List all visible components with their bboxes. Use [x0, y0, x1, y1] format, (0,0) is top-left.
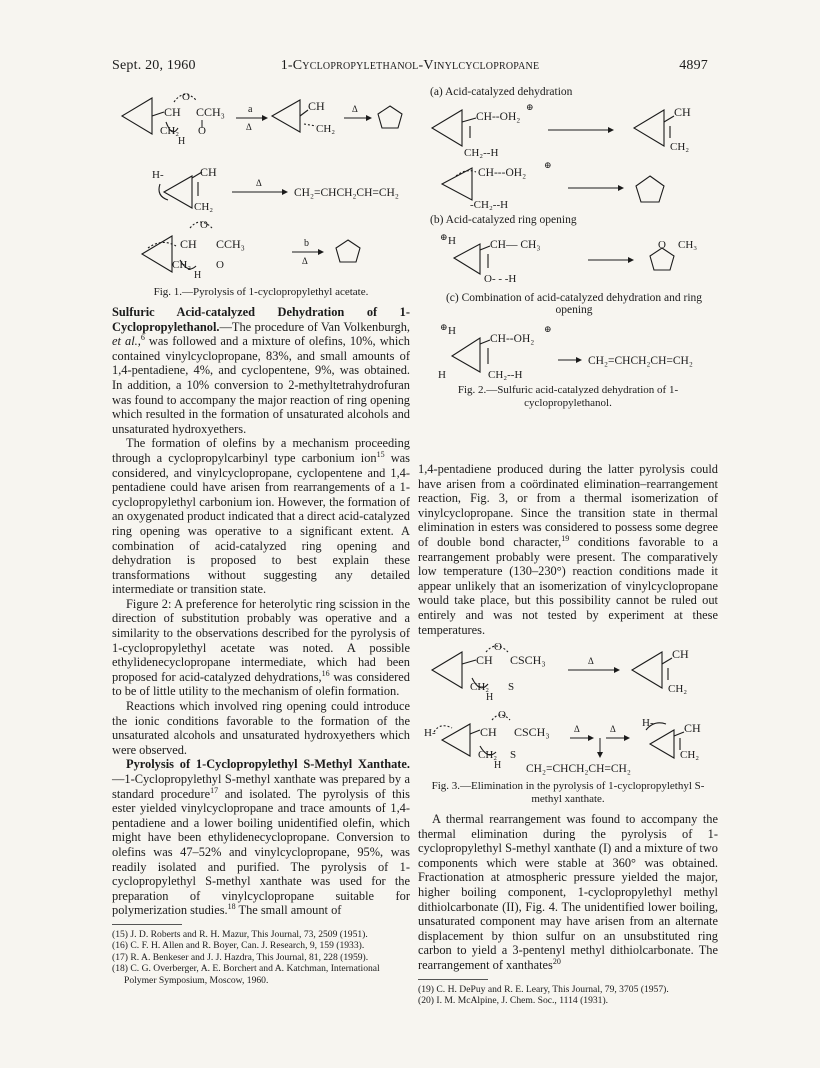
paragraph-ring-opening: Reactions which involved ring opening could introduce the ionic conditions favorable to the formation of the unsaturated alcohols and unsaturated hydroxyethers which were observed.: [112, 699, 410, 757]
fig1-ch: CH: [164, 105, 181, 119]
fig3-o: O: [494, 641, 502, 653]
fig3-row2-delta1: Δ: [574, 724, 580, 734]
fig2-c-plus2: ⊕: [544, 324, 552, 334]
fig2-a-ch2: CH₂: [670, 141, 690, 153]
page-number: 4897: [679, 58, 708, 73]
fig1-cyclopentene-2: [336, 240, 360, 262]
fig1-delta-a: Δ: [246, 122, 252, 132]
footnote-rule-right: [418, 979, 488, 980]
paragraph-pentadiene: 1,4-pentadiene produced during the latter pyrolysis could have arisen from a coördinated elimination–rearrangement reaction, Fig. 3, or from a thermal isomerization of vinylcyclopropane. Since the transition state in thermal elimination in esters was considered to possess some degree of double bond character,$^{19}$ conditions favorable to a rearrangement probably were present. The comparatively low temperature (130–230°) reaction conditions made it appear unlikely that an isomerization of vinylcyclopropane would take place, but this possibility cannot be ruled out entirely and was not tested by experiment at these temperatures.: [418, 462, 718, 637]
fig2-a-ch: CH: [674, 105, 691, 119]
fig1-o-bottom: O: [198, 125, 206, 137]
fig3-prod-ch2: CH₂: [668, 683, 688, 695]
footnote-18: (18) C. G. Overberger, A. E. Borchert and A. Katchman, International Polymer Symposium, Moscow, 1960.: [112, 963, 380, 986]
fig3-row2-delta2: Δ: [610, 724, 616, 734]
fig2-b-ch-ch3: CH— CH₃: [490, 239, 541, 251]
section-dehydration: Sulfuric Acid-catalyzed Dehydration of 1-Cyclopropylethanol.—The procedure of Van Volkenburgh, et al.,$^6$ was followed and a mixture of olefins, 10%, which contained vinylcyclopropane, 83%, and small amounts of 1,4-pentadiene, 4%, and cyclopentene, 9%, was obtained. In addition, a 10% conversion to 2-methyltetrahydrofuran was found to accompany the major reaction of ring opening which resulted in the formation of unsaturated alcohols and unsaturated hydroxyethers.: [112, 305, 411, 436]
fig1-row3-cch3: CCH₃: [216, 237, 245, 251]
fig3-row2-o: O: [498, 709, 506, 721]
fig3-row2-s: S: [510, 749, 517, 761]
fig1-row2-diene: CH₂=CHCH₂CH=CH₂: [294, 187, 399, 199]
fig1-delta-b: Δ: [302, 256, 308, 266]
fig2-c-h: H: [448, 325, 456, 337]
fig3-row2-h2: H-: [642, 717, 654, 729]
fig2-c-plus: ⊕: [440, 322, 448, 332]
fig2-c-h2: H: [438, 369, 446, 381]
paragraph-rearrangement: A thermal rearrangement was found to accompany the thermal elimination during the pyrolysis of 1-cyclopropylethyl S-methyl xanthate (I) and a mixture of two components which were stable at 360° was obtained. Fractionation at atmospheric pressure yielded the major, higher boiling component, 1-cyclopropylethyl methyl dithiolcarbonate (II), Fig. 4. The unidentified lower boiling, unsaturated component may have arisen from an alternate displacement by thion sulfur on an unsubstituted ring carbon to yield a 3-pentenyl methyl dithiolcarbonate. The rearrangement of xanthates$^{20}$: [418, 812, 718, 972]
fig3-row2-hb: H: [494, 760, 502, 771]
figure-1-scheme: [112, 88, 410, 288]
right-column-upper: [418, 462, 718, 637]
fig2-b-plus: ⊕: [440, 232, 448, 242]
fig2-b-h: H: [448, 235, 456, 247]
section-xanthate: Pyrolysis of 1-Cyclopropylethyl S-Methyl Xanthate.—1-Cyclopropylethyl S-methyl xanthate was prepared by a standard procedure$^{17}$ and isolated. The pyrolysis of this ester yielded vinylcyclopropane and trace amounts of 1,4-pentadiene and a lower boiling unidentified olefin, which might have been ethylidenecyclopropane. Conversion to olefins was 47–52% and vinylcyclopropane, 95%, was readily isolated and purified. The pyrolysis of 1-cyclopropylethyl S-methyl xanthate was used for the preparation of vinylcyclopropane suitable for polymerization studies.$^{18}$ The small amount of: [112, 757, 410, 918]
fig2-scheme-c: [418, 316, 718, 382]
fig3-row2-prod-ch2: CH₂: [680, 749, 700, 761]
figure-2-caption: Fig. 2.—Sulfuric acid-catalyzed dehydration of 1-cyclopropylethanol.: [457, 384, 679, 409]
section-heading-dehydration: Sulfuric Acid-catalyzed Dehydration of 1-Cyclopropylethanol.: [112, 305, 410, 334]
fig1-row3-ch2: CH₂: [172, 259, 192, 271]
paragraph-mechanism: The formation of olefins by a mechanism proceeding through a cyclopropylcarbinyl type carbonium ion$^{15}$ was considered, and vinylcyclopropane, cyclopentene and 1,4-pentadiene could have arisen from rearrangements of a 1-cyclopropylethyl carbonium ion. However, the formation of an oxygenated product indicated that a direct acid-catalyzed ring opening was operative to a significant extent. A combination of acid-catalyzed ring opening and dehydration is proposed to best explain these transformations without suggesting any detailed intermediate or transition state.: [112, 436, 411, 597]
figure-1-caption: Fig. 1.—Pyrolysis of 1-cyclopropylethyl acetate.: [153, 286, 369, 298]
fig1-row3-h: H: [194, 270, 202, 281]
footnote-19: (19) C. H. DePuy and R. E. Leary, This Journal, 79, 3705 (1957).: [418, 983, 669, 995]
footnote-17: (17) R. A. Benkeser and J. J. Hazdra, This Journal, 81, 228 (1959).: [112, 951, 369, 963]
fig2-a-ch2h: CH₂--H: [464, 147, 499, 159]
fig3-delta: Δ: [588, 656, 594, 666]
footnote-16: (16) C. F. H. Allen and R. Boyer, Can. J. Research, 9, 159 (1933).: [112, 940, 365, 952]
fig2-b-ch3: CH₃: [678, 239, 698, 251]
footnote-rule-left: [112, 924, 182, 925]
fig3-prod-ch: CH: [672, 647, 689, 661]
footnote-20: (20) I. M. McAlpine, J. Chem. Soc., 1114 (1931).: [418, 994, 609, 1006]
fig3-row2-prod-ch: CH: [684, 721, 701, 735]
fig3-row2-diene: CH₂=CHCH₂CH=CH₂: [526, 763, 631, 775]
fig3-csch3: CSCH₃: [510, 653, 546, 667]
fig1-cyclopentene: [378, 106, 402, 128]
fig1-row2-ch2: CH₂: [194, 201, 214, 213]
fig2-c-diene: CH₂=CHCH₂CH=CH₂: [588, 355, 693, 367]
figure-2: [418, 86, 718, 410]
fig2-c-ch2h: CH₂--H: [488, 369, 523, 381]
fig3-row2-h: H-: [424, 727, 436, 739]
fig2-label-b: (b) Acid-catalyzed ring opening: [430, 214, 577, 226]
fig1-delta-2: Δ: [352, 104, 358, 114]
fig1-label-b: b: [304, 238, 309, 249]
fig1-label-a: a: [248, 104, 253, 115]
fig3-ch: CH: [476, 653, 493, 667]
figure-1: [112, 88, 410, 299]
fig3-row2-ch: CH: [480, 725, 497, 739]
left-column: [112, 305, 410, 986]
fig1-int-ch2: CH₂: [316, 123, 336, 135]
section-heading-xanthate: Pyrolysis of 1-Cyclopropylethyl S-Methyl Xanthate.: [126, 757, 410, 772]
fig1-ch2: CH₂: [160, 125, 180, 137]
fig2-a-choh2: CH--OH₂: [476, 111, 521, 123]
fig2-a-ch-o-oh2: CH---OH₂: [478, 167, 527, 179]
fig3-h: H: [486, 692, 494, 703]
fig1-cch3: CCH₃: [196, 105, 225, 119]
fig2-scheme-b: [418, 226, 718, 286]
fig2-a-plus: ⊕: [526, 102, 534, 112]
fig1-row2-delta: Δ: [256, 178, 262, 188]
fig1-int-ch: CH: [308, 99, 325, 113]
footnote-15: (15) J. D. Roberts and R. H. Mazur, This Journal, 73, 2509 (1951).: [112, 928, 368, 940]
fig3-s: S: [508, 681, 515, 693]
paragraph-figure2: Figure 2: A preference for heterolytic ring scission in the direction of substitution probably was operative and a similarity to the observations described for the pyrolysis of 1-cyclopropylethyl acetate was noted. A possible ethylidenecyclopropane intermediate, which had been proposed for acid-catalyzed dehydrations,$^{16}$ was considered to be of little utility to the mechanism of olefin formation.: [112, 596, 410, 699]
running-header-date: Sept. 20, 1960: [112, 58, 196, 73]
fig1-h: H: [178, 136, 186, 147]
fig2-b-o: O: [658, 239, 666, 251]
fig3-ch2: CH₂: [470, 681, 490, 693]
figure-3: [418, 640, 718, 806]
fig2-a-plus2: ⊕: [544, 160, 552, 170]
fig1-row3-ch: CH: [180, 237, 197, 251]
fig3-row2-csch3: CSCH₃: [514, 725, 550, 739]
fig2-c-choh2: CH--OH₂: [490, 333, 535, 345]
fig1-row3-o: O: [200, 219, 208, 231]
fig2-a-ch2-h: -CH₂--H: [470, 199, 509, 211]
fig2-label-c: (c) Combination of acid-catalyzed dehydration and ring opening: [445, 292, 703, 316]
fig2-b-o-h: O- - -H: [484, 273, 517, 285]
fig1-row3-o2: O: [216, 259, 224, 271]
figure-3-caption: Fig. 3.—Elimination in the pyrolysis of 1-cyclopropylethyl S-methyl xanthate.: [431, 780, 705, 805]
fig3-row2-ch2: CH₂: [478, 749, 498, 761]
right-column-lower: [418, 812, 718, 1006]
figure-3-scheme: [418, 640, 718, 778]
fig2-label-a: (a) Acid-catalyzed dehydration: [430, 86, 573, 98]
fig1-o-top: O: [182, 91, 190, 103]
fig1-row2-h: H-: [152, 169, 164, 181]
fig1-row2-ch: CH: [200, 165, 217, 179]
running-header-title: 1-Cyclopropylethanol-Vinylcyclopropane: [280, 58, 540, 73]
fig2-scheme-a: [418, 98, 718, 210]
